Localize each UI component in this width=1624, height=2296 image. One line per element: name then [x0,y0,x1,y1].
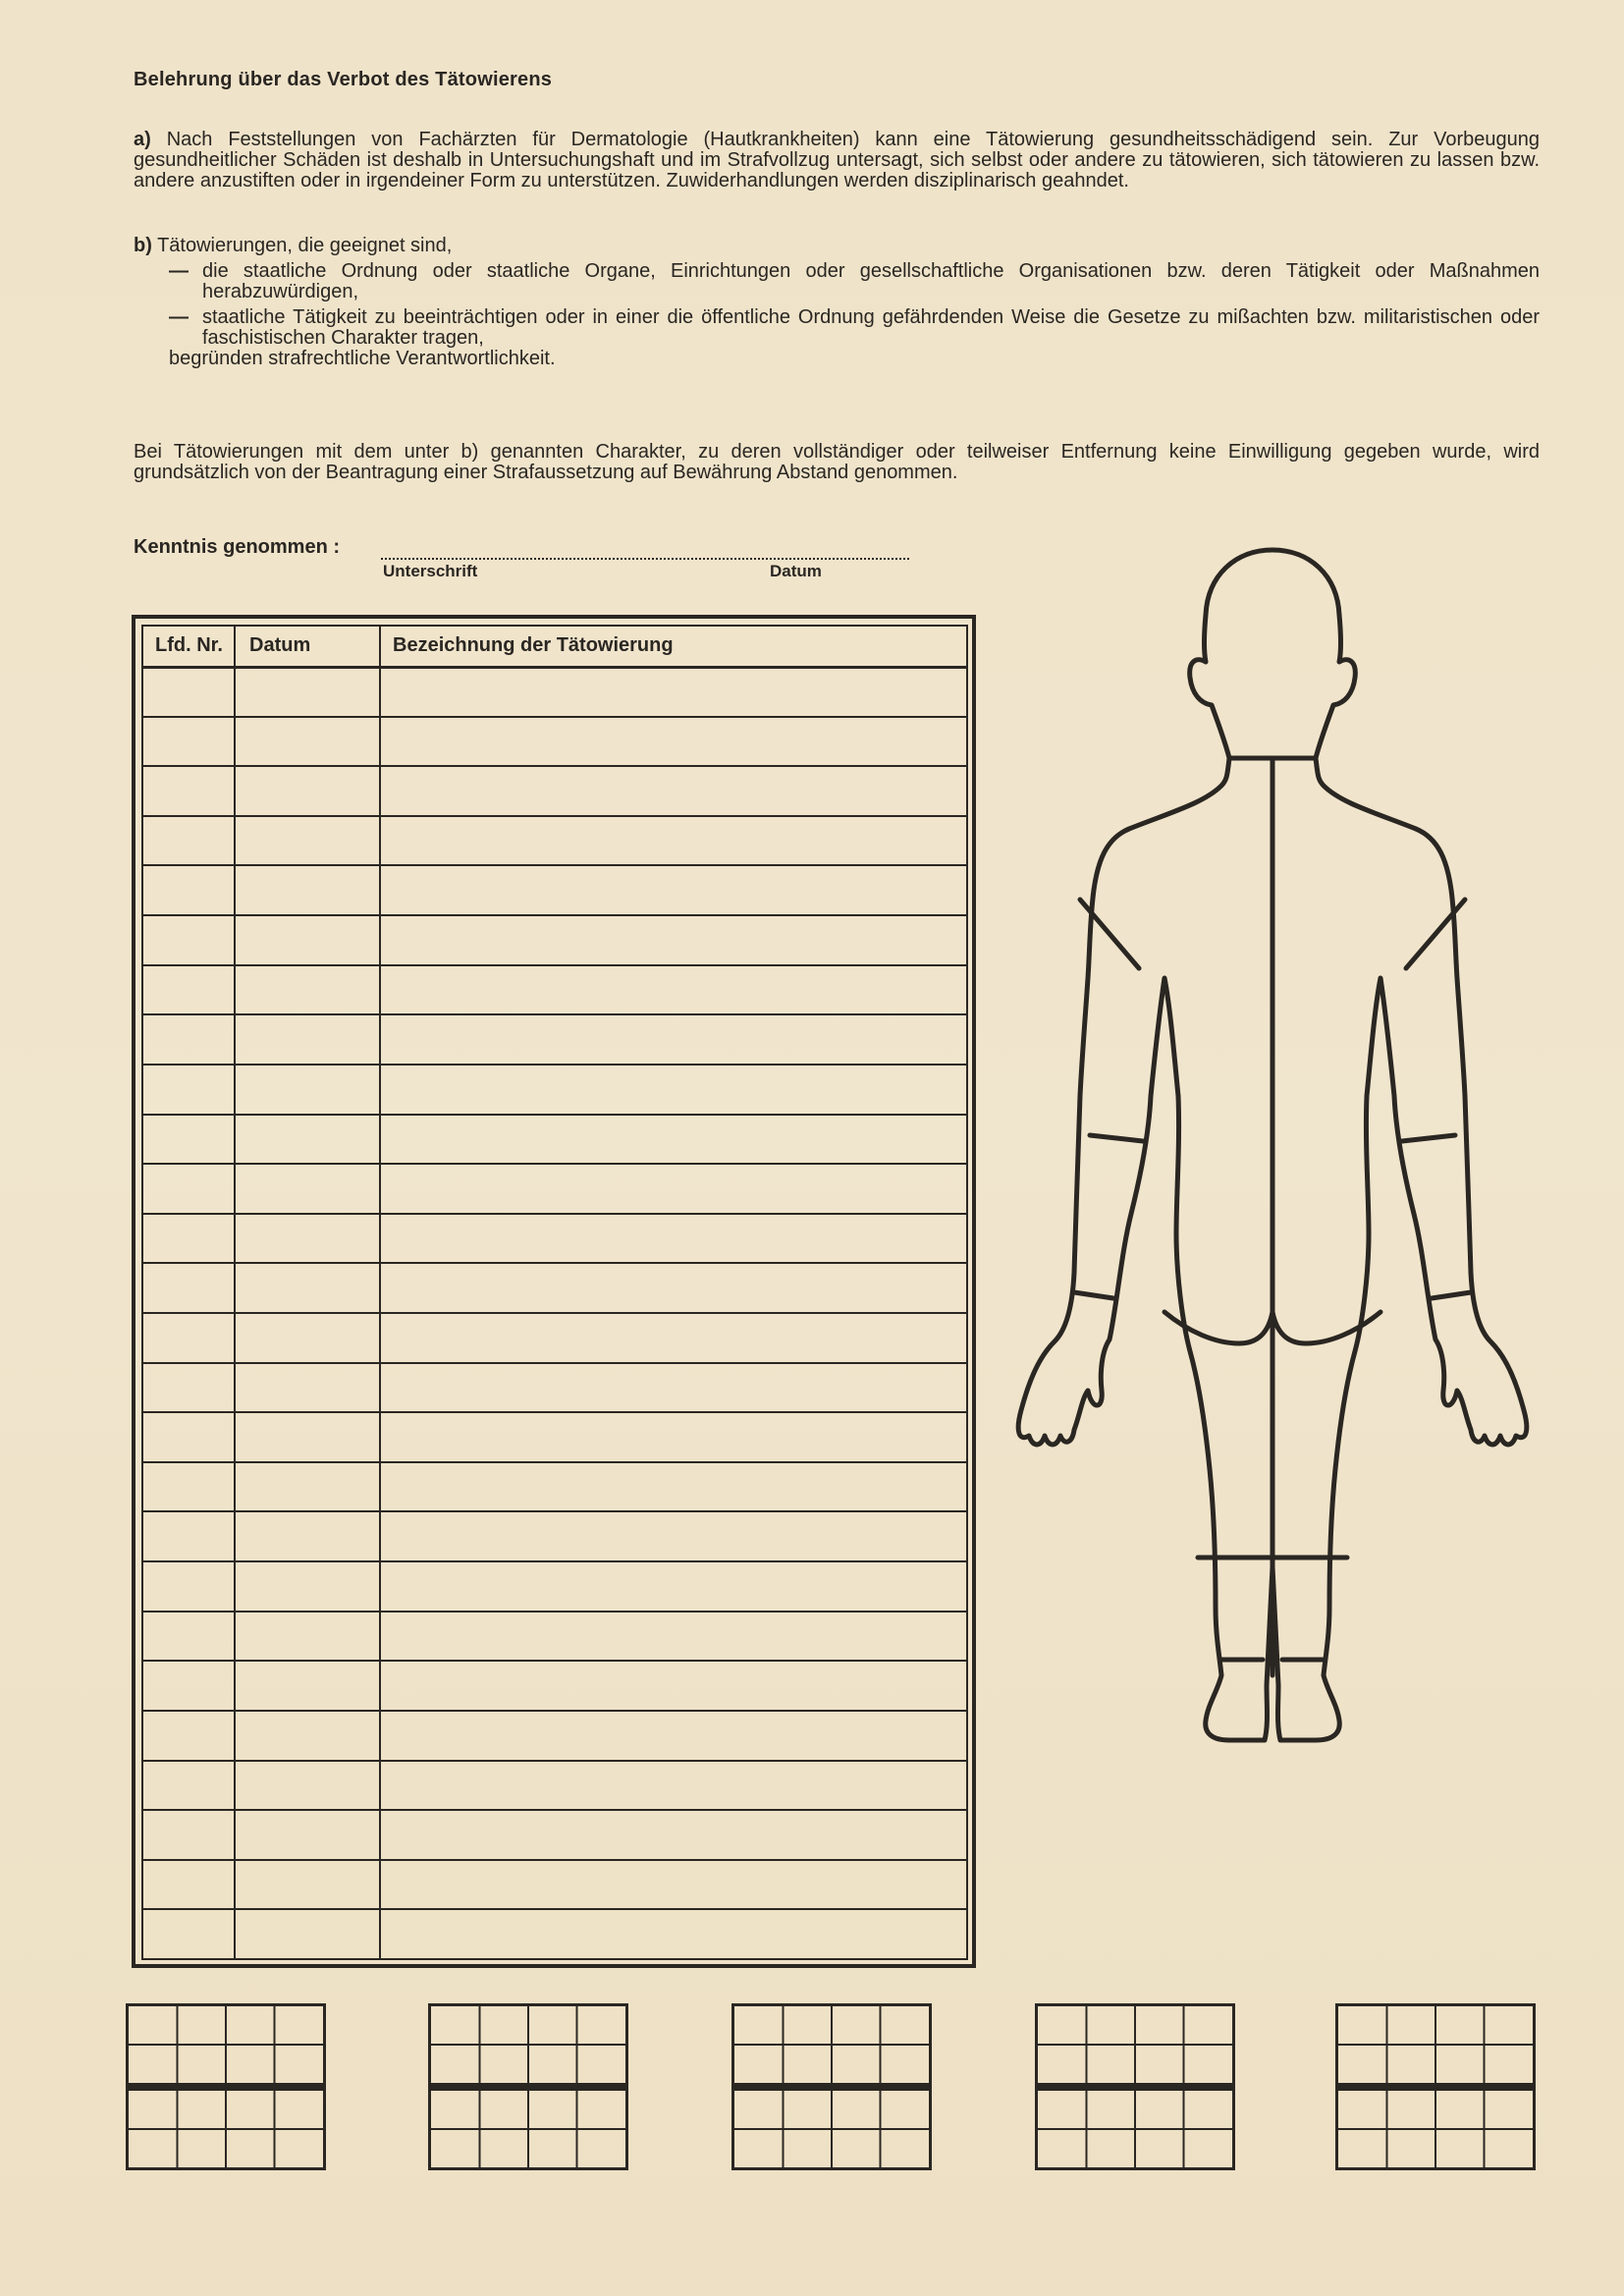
grid-lines [1338,2006,1533,2167]
dash-bullet: — [169,260,189,282]
table-row[interactable] [143,1312,966,1314]
table-row[interactable] [143,1560,966,1562]
signature-line[interactable] [381,558,909,560]
small-grid [126,2003,326,2170]
column-header-number: Lfd. Nr. [155,634,223,656]
table-row[interactable] [143,1213,966,1215]
instruction-a-text: Nach Feststellungen von Fachärzten für Dermatologie (Hautkrankheiten) kann eine Tätowierung gesundheitsschädigend sein. Zur Vorbeugung gesundheitlicher Schäden ist deshalb in Untersuchungshaft und im Strafvollzug untersagt, sich selbst oder andere zu tätowieren, sich tätowieren zu lassen bzw. andere anzustiften oder in irgendeiner Form zu unterstützen. Zuwiderhandlungen werden disziplinarisch geahndet. [134,129,1540,191]
grid-lines [431,2006,625,2167]
human-body-outline-icon [1011,546,1542,1960]
table-row[interactable] [143,1710,966,1712]
grid-lines [734,2006,929,2167]
tattoo-register-table [132,615,976,1968]
date-caption: Datum [770,562,822,580]
table-row[interactable] [143,1611,966,1613]
instruction-b-item-text: staatliche Tätigkeit zu beeinträchtigen oder in einer die öffentliche Ordnung gefährdenden Weise die Gesetze zu mißachten bzw. militaristischen oder faschistischen Charakter tragen, [202,306,1540,349]
table-row[interactable] [143,1362,966,1364]
table-row[interactable] [143,1262,966,1264]
small-grid [1035,2003,1235,2170]
instruction-b-item [134,307,1540,349]
table-row[interactable] [143,815,966,817]
table-row[interactable] [143,1510,966,1512]
table-row[interactable] [143,1114,966,1116]
signature-caption: Unterschrift [383,562,478,580]
instruction-a-label: a) [134,129,151,150]
grid-lines [129,2006,323,2167]
small-grid [731,2003,932,2170]
table-row[interactable] [143,964,966,966]
dash-bullet: — [169,306,189,328]
table-row[interactable] [143,1064,966,1066]
table-row[interactable] [143,1809,966,1811]
table-row[interactable] [143,1859,966,1861]
table-row[interactable] [143,716,966,718]
table-row[interactable] [143,1013,966,1015]
instruction-a [134,130,1540,191]
table-row[interactable] [143,1461,966,1463]
table-row[interactable] [143,1908,966,1910]
small-grid [1335,2003,1536,2170]
small-grid [428,2003,628,2170]
table-row[interactable] [143,1660,966,1662]
instruction-b [134,236,1540,369]
instruction-b-item-text: die staatliche Ordnung oder staatliche Organe, Einrichtungen oder gesellschaftliche Organisationen bzw. deren Tätigkeit oder Maßnahmen herabzuwürdigen, [202,260,1540,302]
table-row[interactable] [143,864,966,866]
table-row[interactable] [143,1163,966,1165]
instruction-b-label: b) [134,235,152,256]
instruction-b-closing: begründen strafrechtliche Verantwortlichkeit. [169,348,556,369]
instruction-b-intro: Tätowierungen, die geeignet sind, [157,235,453,256]
grid-lines [1038,2006,1232,2167]
column-header-date: Datum [249,634,311,656]
column-header-description: Bezeichnung der Tätowierung [393,634,674,656]
table-row[interactable] [143,1760,966,1762]
page-title: Belehrung über das Verbot des Tätowierens [134,69,553,90]
table-grid [141,625,968,1960]
table-row[interactable] [143,1411,966,1413]
probation-note: Bei Tätowierungen mit dem unter b) genannten Charakter, zu deren vollständiger oder teilweiser Entfernung keine Einwilligung gegeben wurde, wird grundsätzlich von der Beantragung einer Strafaussetzung auf Bewährung Abstand genommen. [134,441,1540,483]
instruction-b-item [134,261,1540,302]
table-row[interactable] [143,914,966,916]
header-divider [143,666,966,669]
table-row[interactable] [143,765,966,767]
acknowledgement-label: Kenntnis genommen : [134,536,341,558]
